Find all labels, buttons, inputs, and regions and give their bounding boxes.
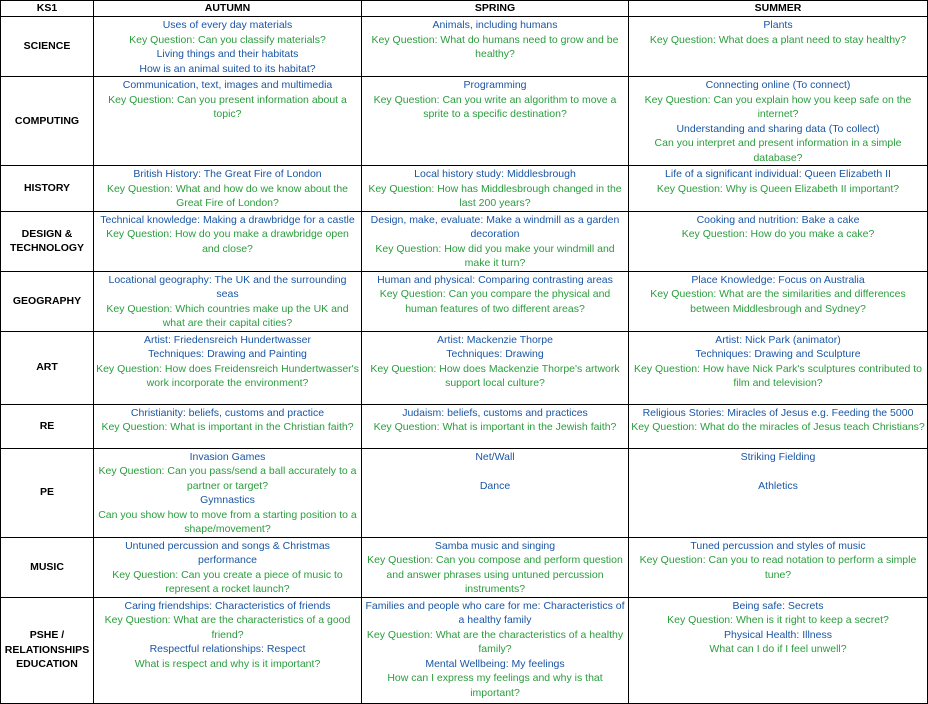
topic-text: Connecting online (To connect) (705, 79, 851, 91)
key-question-text: Key Question: How did you make your windmill and make it turn? (375, 242, 615, 269)
spring-cell (362, 331, 629, 404)
summer-cell (629, 404, 928, 448)
topic-text: Life of a significant individual: Queen Elizabeth II (665, 168, 891, 180)
autumn-cell (94, 271, 362, 331)
table-row (1, 448, 928, 537)
topic-text: Communication, text, images and multimedia (122, 79, 333, 91)
spring-cell (362, 537, 629, 597)
subject-label: ART (1, 331, 94, 404)
summer-cell (629, 448, 928, 537)
key-question-text: Key Question: What and how do we know about the Great Fire of London? (106, 182, 349, 209)
summer-cell (629, 17, 928, 77)
topic-text: Mental Wellbeing: My feelings (425, 657, 565, 670)
topic-text: Techniques: Drawing (446, 348, 544, 360)
key-question-text: Key Question: Can you compose and perform question and answer phrases using untuned percussion instruments? (367, 554, 623, 595)
key-question-text: Key Question: How do you make a cake? (681, 228, 875, 240)
table-row (1, 77, 928, 166)
subject-label: COMPUTING (1, 77, 94, 166)
topic-text: Understanding and sharing data (To collect) (676, 122, 880, 135)
topic-text: Living things and their habitats (156, 48, 299, 60)
topic-text: Families and people who care for me: Characteristics of a healthy family (365, 599, 625, 626)
topic-text: Artist: Mackenzie Thorpe (437, 333, 553, 346)
autumn-cell (94, 448, 362, 537)
topic-text: Technical knowledge: Making a drawbridge for a castle (100, 213, 355, 226)
topic-text: Human and physical: Comparing contrasting areas (377, 273, 613, 286)
key-question-text: Key Question: What does a plant need to stay healthy? (649, 33, 907, 46)
topic-text: Gymnastics (200, 494, 255, 506)
autumn-cell (94, 331, 362, 404)
spring-cell (362, 211, 629, 271)
key-question-text: Key Question: Can you classify materials? (129, 33, 326, 46)
autumn-cell (94, 211, 362, 271)
topic-text: Local history study: Middlesbrough (414, 168, 576, 180)
header-ks1: KS1 (1, 1, 94, 17)
spring-cell (362, 77, 629, 166)
subject-label: DESIGN & TECHNOLOGY (1, 211, 94, 271)
key-question-text: Key Question: What is important in the Christian faith? (101, 421, 354, 433)
topic-text: Programming (463, 79, 527, 91)
subject-label: PE (1, 448, 94, 537)
topic-text: Dance (479, 479, 511, 492)
autumn-cell (94, 166, 362, 212)
key-question-text: Key Question: How do you make a drawbridge open and close? (106, 228, 349, 255)
summer-cell (629, 271, 928, 331)
spacer (364, 464, 626, 479)
key-question-text: Key Question: Can you to read notation to perform a simple tune? (639, 554, 917, 581)
topic-text: Cooking and nutrition: Bake a cake (696, 213, 860, 226)
key-question-text: Key Question: Can you present information about a topic? (108, 93, 347, 120)
autumn-cell (94, 404, 362, 448)
table-row (1, 17, 928, 77)
table-row (1, 166, 928, 212)
subject-label: HISTORY (1, 166, 94, 212)
key-question-text: Key Question: How have Nick Park's sculptures contributed to film and television? (634, 362, 922, 389)
subject-label: PSHE / RELATIONSHIPS EDUCATION (1, 597, 94, 703)
topic-text: Caring friendships: Characteristics of friends (124, 599, 331, 612)
key-question-text: Key Question: What are the similarities and differences between Middlesbrough and Sydney? (650, 288, 906, 315)
table-row (1, 597, 928, 703)
subject-label: GEOGRAPHY (1, 271, 94, 331)
topic-text: Locational geography: The UK and the surrounding seas (108, 273, 347, 300)
topic-text: Animals, including humans (432, 19, 558, 31)
key-question-text: Key Question: Can you explain how you keep safe on the internet? (644, 93, 912, 120)
key-question-text: Key Question: Can you write an algorithm to move a sprite to a specific destination? (373, 93, 617, 120)
subject-label: MUSIC (1, 537, 94, 597)
key-question-text: How can I express my feelings and why is that important? (387, 672, 603, 699)
topic-text: Being safe: Secrets (732, 599, 824, 612)
spring-cell (362, 448, 629, 537)
topic-text: Artist: Nick Park (animator) (715, 333, 841, 346)
key-question-text: Key Question: How does Freidensreich Hundertwasser's work incorporate the environment? (96, 362, 359, 389)
key-question-text: Key Question: What do the miracles of Jesus teach Christians? (631, 421, 925, 433)
header-row (1, 1, 928, 17)
topic-text: Design, make, evaluate: Make a windmill as a garden decoration (370, 213, 620, 240)
subject-label: RE (1, 404, 94, 448)
topic-text: Striking Fielding (740, 450, 816, 463)
header-autumn: AUTUMN (94, 1, 362, 17)
summer-cell (629, 331, 928, 404)
key-question-text: Can you interpret and present information in a simple database? (654, 137, 902, 164)
topic-text: Untuned percussion and songs & Christmas performance (125, 539, 330, 566)
key-question-text: Key Question: Can you create a piece of music to represent a rocket launch? (112, 568, 343, 595)
topic-text: Religious Stories: Miracles of Jesus e.g. Feeding the 5000 (642, 406, 914, 419)
table-row (1, 404, 928, 448)
topic-text: Physical Health: Illness (724, 628, 832, 641)
key-question-text: Key Question: What are the characteristics of a healthy family? (366, 628, 624, 655)
key-question-text: Can you show how to move from a starting position to a shape/movement? (98, 508, 357, 535)
key-question-text: Key Question: Which countries make up the UK and what are their capital cities? (106, 302, 349, 329)
table-row (1, 211, 928, 271)
summer-cell (629, 537, 928, 597)
spring-cell (362, 271, 629, 331)
key-question-text: Key Question: What are the characteristics of a good friend? (104, 614, 351, 641)
key-question-text: Key Question: Can you pass/send a ball accurately to a partner or target? (98, 465, 357, 492)
summer-cell (629, 211, 928, 271)
subject-label: SCIENCE (1, 17, 94, 77)
autumn-cell (94, 597, 362, 703)
table-row (1, 271, 928, 331)
key-question-text: Key Question: Why is Queen Elizabeth II important? (656, 182, 900, 195)
topic-text: How is an animal suited to its habitat? (139, 62, 316, 75)
spring-cell (362, 166, 629, 212)
summer-cell (629, 597, 928, 703)
summer-cell (629, 77, 928, 166)
header-summer: SUMMER (629, 1, 928, 17)
key-question-text: What is respect and why is it important? (134, 657, 321, 670)
key-question-text: Key Question: What do humans need to grow and be healthy? (371, 33, 619, 60)
topic-text: British History: The Great Fire of London (133, 168, 322, 180)
topic-text: Net/Wall (475, 450, 515, 463)
topic-text: Tuned percussion and styles of music (690, 539, 866, 552)
header-spring: SPRING (362, 1, 629, 17)
autumn-cell (94, 537, 362, 597)
topic-text: Artist: Friedensreich Hundertwasser (144, 333, 311, 346)
key-question-text: Key Question: When is it right to keep a secret? (667, 614, 889, 626)
autumn-cell (94, 77, 362, 166)
topic-text: Athletics (758, 479, 798, 492)
spacer (631, 464, 925, 479)
topic-text: Uses of every day materials (162, 19, 293, 31)
topic-text: Samba music and singing (434, 539, 556, 552)
autumn-cell (94, 17, 362, 77)
key-question-text: Key Question: How does Mackenzie Thorpe's artwork support local culture? (370, 362, 620, 389)
spring-cell (362, 17, 629, 77)
summer-cell (629, 166, 928, 212)
topic-text: Judaism: beliefs, customs and practices (402, 406, 588, 419)
table-row (1, 331, 928, 404)
topic-text: Techniques: Drawing and Painting (148, 348, 307, 360)
topic-text: Invasion Games (189, 450, 266, 463)
topic-text: Christianity: beliefs, customs and practice (130, 406, 325, 419)
table-row (1, 537, 928, 597)
spring-cell (362, 597, 629, 703)
key-question-text: Key Question: What is important in the Jewish faith? (373, 421, 617, 433)
key-question-text: What can I do if I feel unwell? (709, 643, 847, 655)
topic-text: Techniques: Drawing and Sculpture (695, 348, 861, 360)
key-question-text: Key Question: Can you compare the physical and human features of two different areas? (379, 288, 611, 315)
key-question-text: Key Question: How has Middlesbrough changed in the last 200 years? (368, 182, 622, 209)
spring-cell (362, 404, 629, 448)
topic-text: Respectful relationships: Respect (149, 643, 306, 655)
topic-text: Place Knowledge: Focus on Australia (691, 273, 865, 286)
topic-text: Plants (763, 19, 793, 31)
